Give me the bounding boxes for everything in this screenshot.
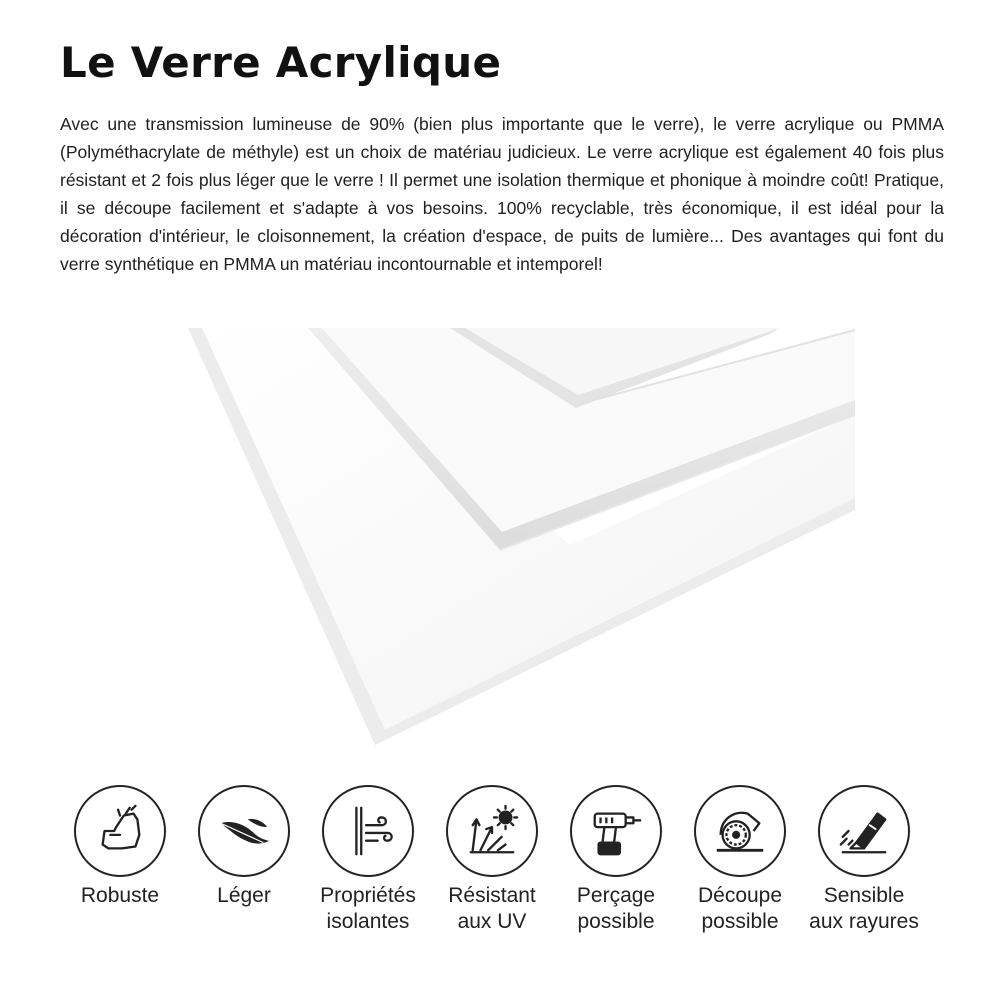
feature-label-line1: Léger <box>217 884 271 907</box>
feature-leger <box>184 785 304 909</box>
sun-uv-icon <box>446 785 538 877</box>
feather-icon <box>198 785 290 877</box>
feature-sensible-rayures <box>804 785 924 935</box>
intro-paragraph: Avec une transmission lumineuse de 90% (bien plus importante que le verre), le verre acrylique ou PMMA (Polyméthacrylate de méthyle) est un choix de matériau judicieux. Le verre acrylique est également 40 fois plus résistant et 2 fois plus léger que le verre ! Il permet une isolation thermique et phonique à moindre coût! Pratique, il se découpe facilement et s'adapte à vos besoins. 100% recyclable, très économique, il est idéal pour la décoration d'intérieur, le cloisonnement, la création d'espace, de puits de lumière... Des avantages qui font du verre synthétique en PMMA un matériau incontournable et intemporel! <box>60 114 944 274</box>
page-title: Le Verre Acrylique <box>60 38 502 87</box>
feature-label-line1: Résistant <box>448 884 536 907</box>
feature-label-line1: Propriétés <box>320 884 416 907</box>
circular-saw-icon <box>694 785 786 877</box>
feature-label-line2: aux rayures <box>809 910 919 933</box>
drill-icon <box>570 785 662 877</box>
feature-label-line2: possible <box>577 910 655 933</box>
feature-percage-possible <box>556 785 676 935</box>
feature-resistant-uv <box>432 785 552 935</box>
feature-label-line1: Sensible <box>823 884 905 907</box>
insulation-wind-icon <box>322 785 414 877</box>
feature-robuste <box>60 785 180 909</box>
feature-label-line1: Découpe <box>697 884 783 907</box>
feature-icons-row <box>60 785 940 945</box>
acrylic-sheets-photo <box>180 320 860 760</box>
flexed-arm-icon <box>74 785 166 877</box>
feature-label-line1: Robuste <box>80 884 160 907</box>
feature-decoupe-possible <box>680 785 800 935</box>
feature-label-line2: aux UV <box>457 910 527 933</box>
feature-label-line2: isolantes <box>326 910 410 933</box>
feature-proprietes-isolantes <box>308 785 428 935</box>
feature-label-line2: possible <box>701 910 779 933</box>
feature-label-line1: Perçage <box>576 884 656 907</box>
cutter-knife-icon <box>818 785 910 877</box>
